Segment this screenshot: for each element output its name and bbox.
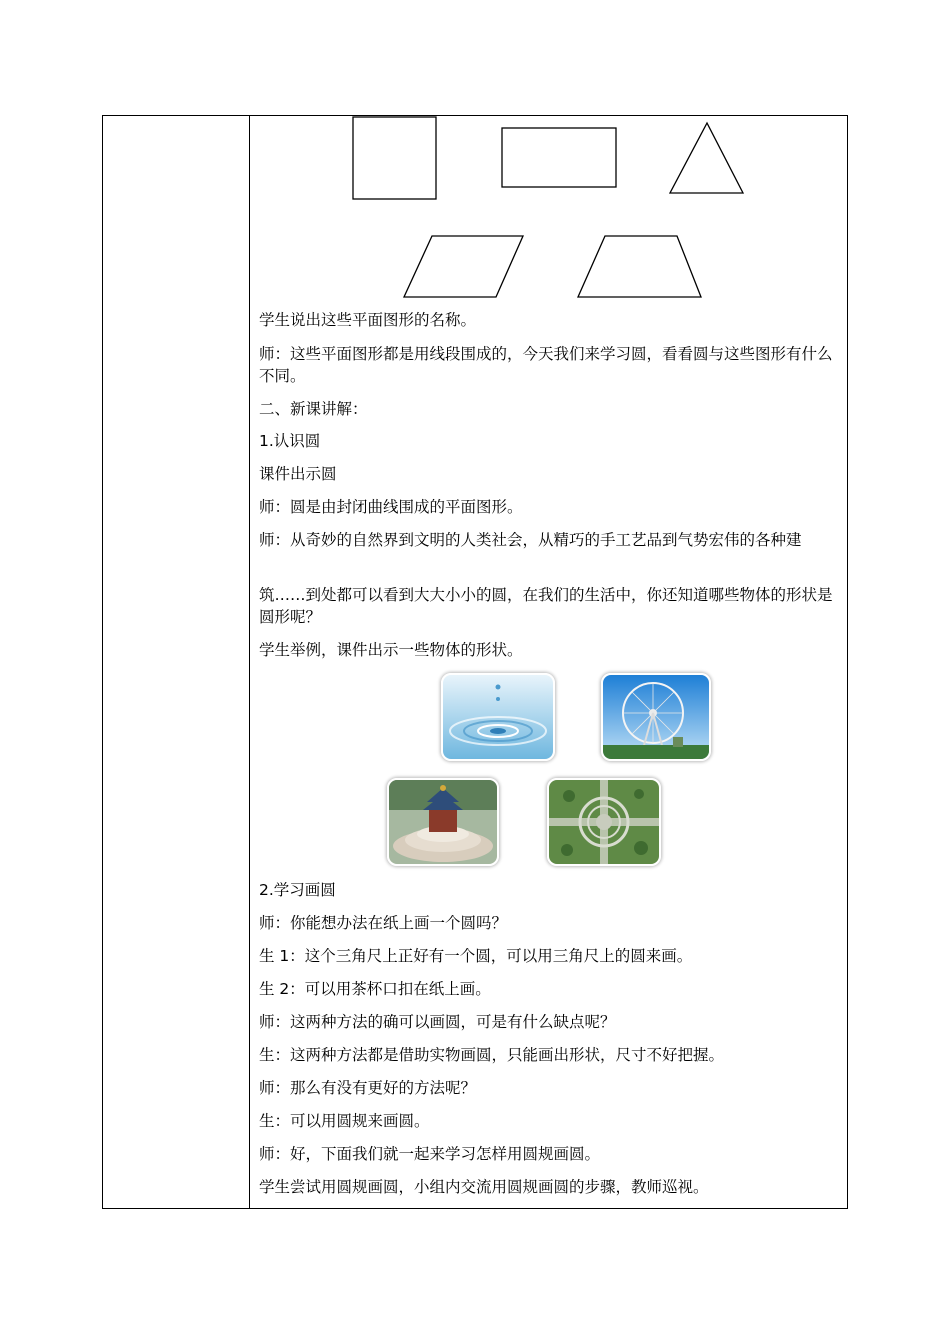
trapezoid-shape xyxy=(578,236,701,297)
paragraph: 生：可以用圆规来画圆。 xyxy=(259,1112,430,1130)
paragraph: 师：那么有没有更好的方法呢？ xyxy=(259,1079,477,1097)
paragraph: 生 1：这个三角尺上正好有一个圆，可以用三角尺上的圆来画。 xyxy=(259,947,693,965)
lesson-table xyxy=(102,115,848,1209)
paragraph: 师：这两种方法的确可以画圆，可是有什么缺点呢？ xyxy=(259,1013,616,1031)
paragraph: 师：好，下面我们就一起来学习怎样用圆规画圆。 xyxy=(259,1145,601,1163)
triangle-shape xyxy=(670,123,743,193)
paragraph: 课件出示圆 xyxy=(259,465,337,483)
paragraph: 学生尝试用圆规画圆，小组内交流用圆规画圆的步骤，教师巡视。 xyxy=(259,1178,709,1196)
paragraph: 1.认识圆 xyxy=(259,432,321,450)
rectangle-shape xyxy=(502,128,616,187)
paragraph: 生 2：可以用茶杯口扣在纸上画。 xyxy=(259,980,491,998)
paragraph: 师：从奇妙的自然界到文明的人类社会，从精巧的手工艺品到气势宏伟的各种建 xyxy=(259,531,802,549)
temple-of-heaven-image xyxy=(387,778,499,866)
paragraph: 生：这两种方法都是借助实物画圆，只能画出形状，尺寸不好把握。 xyxy=(259,1046,725,1064)
paragraph: 师：圆是由封闭曲线围成的平面图形。 xyxy=(259,498,523,516)
water-ripple-image xyxy=(441,673,555,761)
paragraph: 学生说出这些平面图形的名称。 xyxy=(259,311,477,329)
paragraph: 师：这些平面图形都是用线段围成的，今天我们来学习圆，看看圆与这些图形有什么不同。 xyxy=(259,345,833,385)
square-shape xyxy=(353,117,436,199)
ferris-wheel-image xyxy=(601,673,711,761)
paragraph: 学生举例，课件出示一些物体的形状。 xyxy=(259,641,523,659)
paragraph: 二、新课讲解： xyxy=(259,400,368,418)
paragraph: 2.学习画圆 xyxy=(259,881,336,899)
paragraph: 筑……到处都可以看到大大小小的圆，在我们的生活中，你还知道哪些物体的形状是圆形呢？ xyxy=(259,586,833,626)
circular-plaza-image xyxy=(547,778,661,866)
plane-shapes xyxy=(103,116,849,306)
parallelogram-shape xyxy=(404,236,523,297)
paragraph: 师：你能想办法在纸上画一个圆吗？ xyxy=(259,914,508,932)
